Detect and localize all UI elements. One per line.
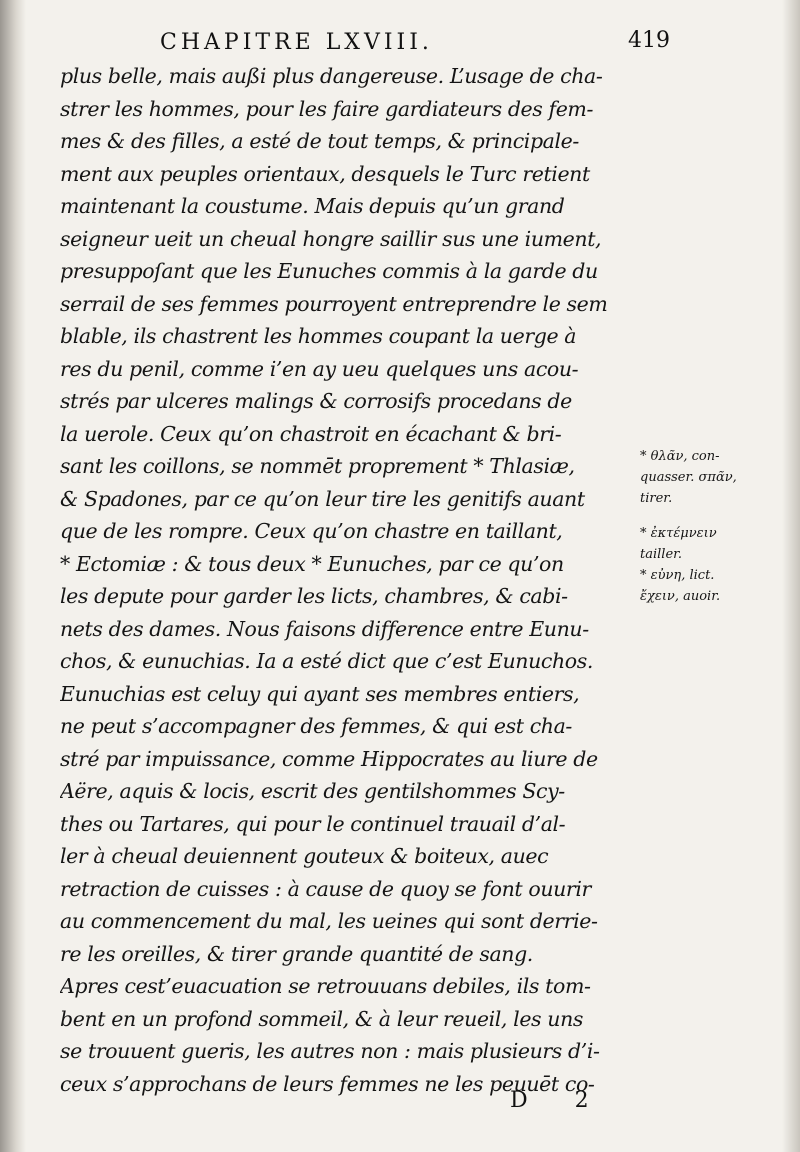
text-line: ment aux peuples orientaux, desquels le Turc retient <box>60 161 590 186</box>
text-line: * Ectomiæ : & tous deux * Eunuches, par ce qu’on <box>60 551 564 576</box>
text-line: que de les rompre. Ceux qu’on chastre en taillant, <box>60 519 563 543</box>
text-line: serrail de ses femmes pourroyent entreprendre le sem <box>60 291 608 316</box>
text-line: strés par ulceres malings & corrosifs procedans de <box>60 389 572 413</box>
body-text-block <box>60 60 638 1100</box>
margin-note: tailler. <box>640 547 683 562</box>
text-line: strer les hommes, pour les faire gardiateurs des fem- <box>60 96 593 121</box>
text-line: se trouuent gueris, les autres non : mais plusieurs d’i- <box>60 1039 600 1063</box>
margin-note: * ἐκτέμνειν <box>640 526 717 541</box>
text-line: Apres cest’euacuation se retrouuans debiles, ils tom- <box>60 974 591 998</box>
text-line: blable, ils chastrent les hommes coupant la uerge à <box>60 324 577 348</box>
text-line: Aëre, aquis & locis, escrit des gentilshommes Scy- <box>60 779 565 803</box>
text-line: & Spadones, par ce qu’on leur tire les genitifs auant <box>60 486 585 511</box>
text-line: la uerole. Ceux qu’on chastroit en écachant & bri- <box>60 421 562 446</box>
margin-note: tirer. <box>640 491 673 506</box>
text-line: ler à cheual deuiennent gouteux & boiteux, auec <box>60 844 549 868</box>
text-line: re les oreilles, & tirer grande quantité de sang. <box>60 941 533 966</box>
text-line: ne peut s’accompagner des femmes, & qui est cha- <box>60 714 572 738</box>
margin-note: quasser. σπᾶν, <box>640 470 737 485</box>
margin-note: ἔχειν, auoir. <box>640 589 721 604</box>
text-line: thes ou Tartares, qui pour le continuel trauail d’al- <box>60 811 566 836</box>
text-line: plus belle, mais außi plus dangereuse. L’usage de cha- <box>60 64 603 88</box>
text-line: sant les coillons, se nommēt proprement * Thlasiæ, <box>60 454 575 478</box>
text-line: bent en un profond sommeil, & à leur reueil, les uns <box>60 1006 584 1031</box>
text-line: nets des dames. Nous faisons difference entre Eunu- <box>60 616 589 641</box>
text-line: ceux s’approchans de leurs femmes ne les peuuēt co- <box>60 1071 595 1096</box>
signature-mark: D 2 <box>510 1088 609 1113</box>
running-head: CHAPITRE LXVIII. <box>160 30 433 55</box>
margin-note-spacer <box>640 509 790 523</box>
text-line: mes & des filles, a esté de tout temps, & principale- <box>60 129 579 153</box>
text-line: chos, & eunuchias. Ia a esté dict que c’est Eunuchos. <box>60 649 593 673</box>
margin-note: * εὐνη, lict. <box>640 568 715 583</box>
margin-notes <box>640 446 790 607</box>
text-line: les depute pour garder les licts, chambres, & cabi- <box>60 584 568 608</box>
page-number: 419 <box>628 28 670 53</box>
text-line: retraction de cuisses : à cause de quoy se font ouurir <box>60 876 591 901</box>
text-line: res du penil, comme i’en ay ueu quelques uns acou- <box>60 356 579 381</box>
text-line: seigneur ueit un cheual hongre saillir sus une iument, <box>60 226 602 251</box>
text-line: presuppoſant que les Eunuches commis à la garde du <box>60 259 598 283</box>
margin-note: * θλᾶν, con- <box>640 449 720 464</box>
gutter-shadow <box>0 0 26 1152</box>
text-line: au commencement du mal, les ueines qui sont derrie- <box>60 909 598 933</box>
text-line: Eunuchias est celuy qui ayant ses membres entiers, <box>60 681 580 706</box>
text-line: stré par impuissance, comme Hippocrates au liure de <box>60 746 598 771</box>
text-line: maintenant la coustume. Mais depuis qu’un grand <box>60 194 565 218</box>
